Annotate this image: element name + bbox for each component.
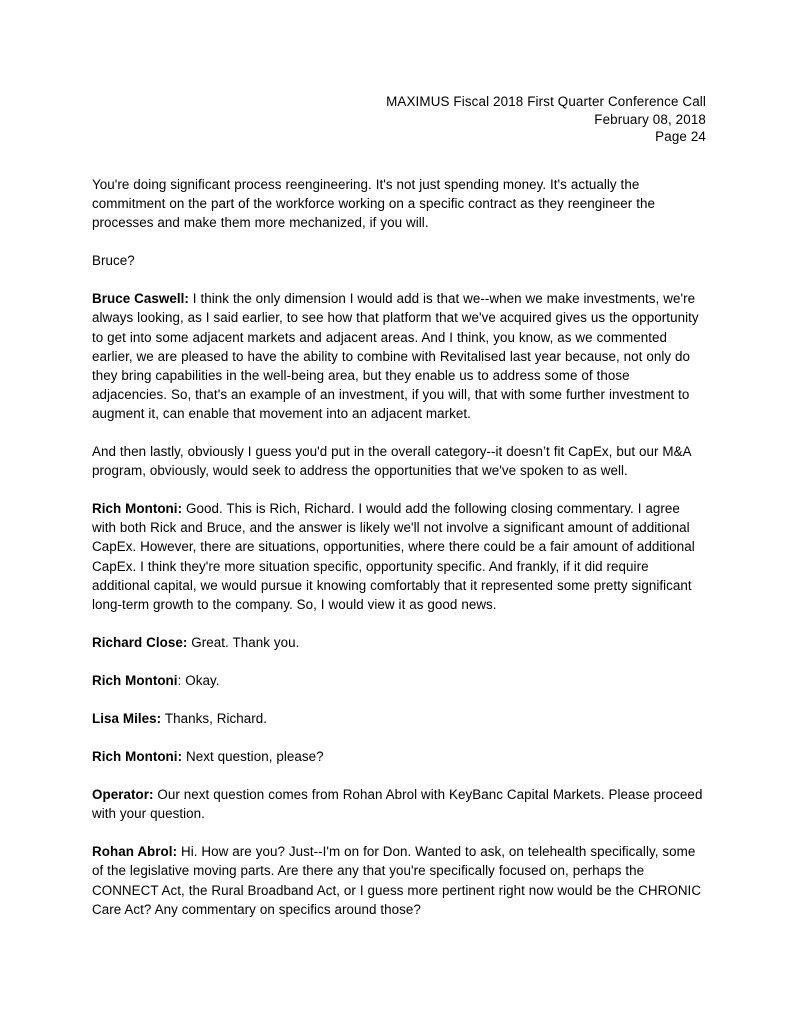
speaker-label: Lisa Miles:	[92, 710, 162, 726]
transcript-paragraph	[92, 251, 706, 270]
paragraph-text: I think the only dimension I would add is that we--when we make investments, we're always looking, as I said earlier, to see how that platform that we've acquired gives us the opportunity to get into some adjacent markets and adjacent areas. And I think, you know, as we commented earlier, we are pleased to have the ability to combine with Revitalised last year because, not only do they bring capabilities in the well-being area, but they enable us to address some of those adjacencies. So, that's an example of an investment, if you will, that with some further investment to augment it, can enable that movement into an adjacent market.	[92, 291, 699, 421]
transcript-paragraph	[92, 709, 706, 728]
transcript-paragraph	[92, 442, 706, 480]
transcript-paragraph	[92, 633, 706, 652]
transcript-paragraph	[92, 175, 706, 232]
header-title: MAXIMUS Fiscal 2018 First Quarter Conference Call	[386, 94, 706, 109]
paragraph-text: You're doing significant process reengineering. It's not just spending money. It's actually the commitment on the part of the workforce working on a specific contract as they reengineer the processes and make them more mechanized, if you will.	[92, 177, 655, 231]
speaker-label: Operator:	[92, 787, 154, 803]
speaker-label: Richard Close:	[92, 634, 188, 650]
transcript-body	[92, 175, 706, 919]
speaker-label: Rich Montoni:	[92, 501, 183, 517]
page-header	[92, 93, 706, 146]
paragraph-text: Great. Thank you.	[187, 634, 300, 650]
speaker-label: Rich Montoni:	[92, 749, 183, 765]
transcript-paragraph	[92, 289, 706, 423]
header-date: February 08, 2018	[594, 111, 706, 127]
transcript-paragraph	[92, 842, 706, 918]
header-page-number: Page 24	[655, 129, 706, 144]
transcript-paragraph	[92, 747, 706, 766]
transcript-paragraph	[92, 499, 706, 614]
paragraph-text: Good. This is Rich, Richard. I would add the following closing commentary. I agree with both Rick and Bruce, and the answer is likely we'll not involve a significant amount of additional CapEx. However, there are situations, opportunities, where there could be a fair amount of additional CapEx. I think they're more situation specific, opportunity specific. And frankly, if it did require additional capital, we would pursue it knowing comfortably that it represented some pretty significant long-term growth to the company. So, I would view it as good news.	[92, 501, 695, 612]
paragraph-text: Thanks, Richard.	[161, 710, 268, 726]
paragraph-text: And then lastly, obviously I guess you'd put in the overall category--it doesn’t fit CapEx, but our M&A program, obviously, would seek to address the opportunities that we've spoken to as well.	[92, 444, 691, 479]
speaker-label: Rohan Abrol:	[92, 844, 178, 860]
paragraph-text: : Okay.	[177, 672, 220, 688]
paragraph-text: Next question, please?	[182, 749, 324, 765]
speaker-label: Bruce Caswell:	[92, 291, 189, 307]
paragraph-text: Bruce?	[92, 253, 135, 269]
transcript-paragraph	[92, 785, 706, 823]
speaker-label: Rich Montoni	[92, 672, 178, 688]
paragraph-text: Our next question comes from Rohan Abrol with KeyBanc Capital Markets. Please proceed with your question.	[92, 787, 703, 822]
paragraph-text: Hi. How are you? Just--I'm on for Don. Wanted to ask, on telehealth specifically, some of the legislative moving parts. Are there any that you're specifically focused on, perhaps the CONNECT Act, the Rural Broadband Act, or I guess more pertinent right now would be the CHRONIC Care Act? Any commentary on specifics around those?	[92, 844, 702, 917]
transcript-paragraph	[92, 671, 706, 690]
